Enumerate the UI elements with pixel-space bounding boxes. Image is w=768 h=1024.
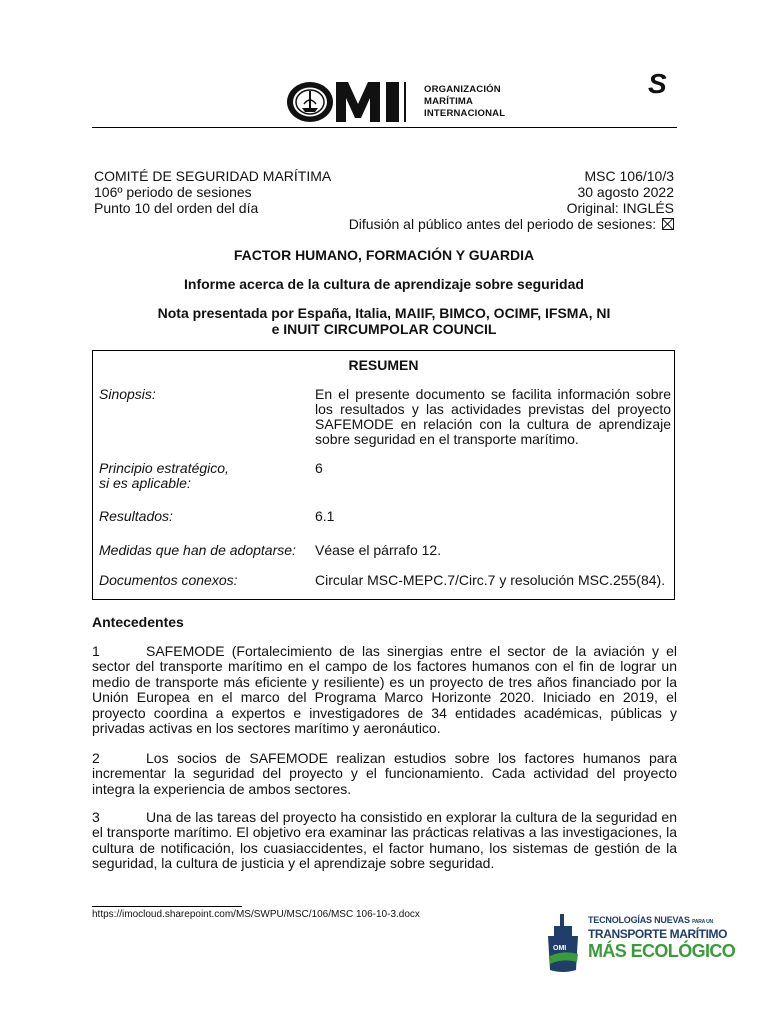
submitted-by: Nota presentada por España, Italia, MAIIF, BIMCO, OCIMF, IFSMA, NI e INUIT CIRCUMPOLAR COUNCIL bbox=[157, 305, 611, 337]
summary-value: Circular MSC-MEPC.7/Circ.7 y resolución MSC.255(84). bbox=[315, 572, 666, 588]
checked-box-icon bbox=[662, 218, 674, 230]
summary-value: En el presente documento se facilita información sobre los resultados y las actividades previstas del proyecto SAFEMODE en relación con la cultura de aprendizaje sobre seguridad en el transporte marítimo. bbox=[315, 386, 671, 447]
campaign-badge: OMI bbox=[553, 945, 567, 952]
summary-value: 6 bbox=[315, 460, 323, 476]
committee: COMITÉ DE SEGURIDAD MARÍTIMA bbox=[94, 168, 332, 184]
distribution-line: Difusión al público antes del periodo de sesiones: bbox=[349, 216, 674, 232]
report-title: Informe acerca de la cultura de aprendizaje sobre seguridad bbox=[184, 276, 584, 292]
paragraph: 1 SAFEMODE (Fortalecimiento de las sinergias entre el sector de la aviación y el sector del transporte marítimo en el campo de los factores humanos con el fin de lograr un medio de transporte más eficiente y resiliente) es un proyecto de tres años financiado por la Unión Europea en el marco del Programa Marco Horizonte 2020. Iniciado en 2019, el proyecto coordina a expertos e investigadores de 34 entidades académicas, públicas y privadas activas en los sectores marítimo y aeronáutico. bbox=[92, 643, 677, 737]
original-language: Original: INGLÉS bbox=[566, 200, 674, 216]
session: 106º periodo de sesiones bbox=[94, 184, 252, 200]
doc-date: 30 agosto 2022 bbox=[577, 184, 674, 200]
summary-label: Resultados: bbox=[99, 508, 173, 524]
agenda-title: FACTOR HUMANO, FORMACIÓN Y GUARDIA bbox=[233, 247, 535, 263]
summary-label: Sinopsis: bbox=[99, 386, 156, 402]
footer-url: https://imocloud.sharepoint.com/MS/SWPU/MSC/106/MSC 106-10-3.docx bbox=[92, 909, 420, 920]
summary-label: Medidas que han de adoptarse: bbox=[99, 542, 296, 558]
agenda-item: Punto 10 del orden del día bbox=[94, 200, 259, 216]
meta-left bbox=[94, 168, 331, 216]
footer-rule bbox=[92, 906, 242, 907]
paragraph-number: 2 bbox=[92, 750, 100, 766]
summary-heading: RESUMEN bbox=[348, 357, 419, 373]
summary-box bbox=[92, 350, 675, 600]
ship-icon bbox=[546, 910, 582, 974]
summary-value: Véase el párrafo 12. bbox=[315, 542, 442, 558]
header-rule bbox=[92, 127, 677, 128]
campaign-logo: TECNOLOGÍAS NUEVAS PARA UN TRANSPORTE MARÍTIMO MÁS ECOLÓGICO bbox=[588, 915, 736, 961]
summary-label: Principio estratégico, si es aplicable: bbox=[99, 460, 229, 491]
paragraph: 3 Una de las tareas del proyecto ha consistido en explorar la cultura de la seguridad en el transporte marítimo. El objetivo era examinar las prácticas relativas a las investigaciones, la cultura de notificación, los cuasiaccidentes, el factor humano, los sistemas de gestión de la seguridad, la cultura de justicia y el aprendizaje sobre seguridad. bbox=[92, 809, 677, 872]
section-heading: Antecedentes bbox=[92, 614, 184, 630]
paragraph-number: 1 bbox=[92, 643, 100, 659]
language-code: S bbox=[648, 68, 667, 99]
paragraph: 2 Los socios de SAFEMODE realizan estudios sobre los factores humanos para incrementar la seguridad del proyecto y el funcionamiento. Cada actividad del proyecto integra la experiencia de ambos sectores. bbox=[92, 750, 677, 797]
summary-label: Documentos conexos: bbox=[99, 572, 238, 588]
summary-value: 6.1 bbox=[315, 508, 335, 524]
meta-right bbox=[349, 168, 674, 232]
organization-name: ORGANIZACIÓN MARÍTIMA INTERNACIONAL bbox=[424, 84, 506, 119]
doc-number: MSC 106/10/3 bbox=[584, 168, 674, 184]
paragraph-number: 3 bbox=[92, 809, 100, 825]
